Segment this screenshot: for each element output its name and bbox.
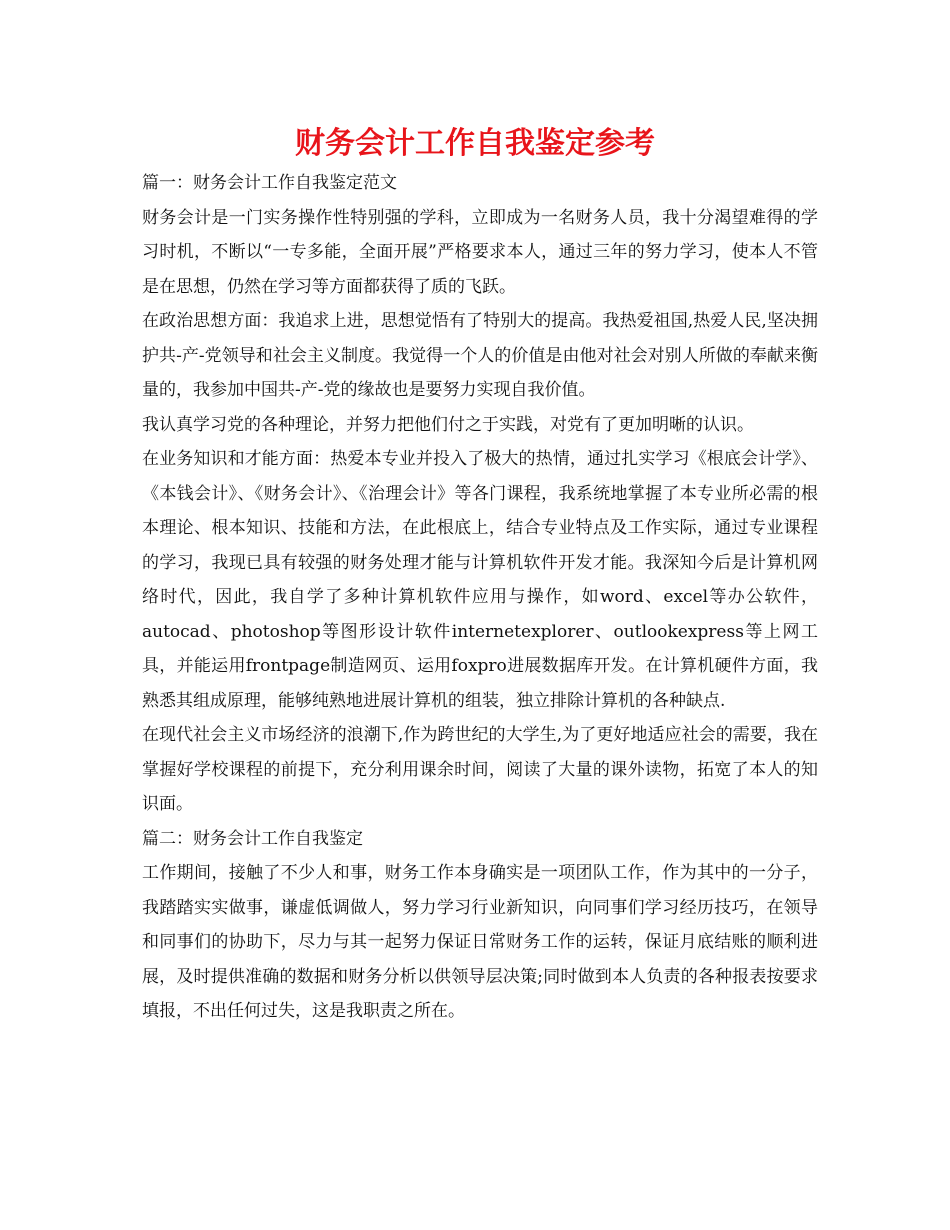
paragraph-political: 在政治思想方面：我追求上进，思想觉悟有了特别大的提高。我热爱祖国,热爱人民,坚决拥护共-产-党领导和社会主义制度。我觉得一个人的价值是由他对社会对别人所做的奉献来衡量的，我参加中国共-产-党的缘故也是要努力实现自我价值。 bbox=[142, 311, 818, 400]
document-body bbox=[142, 166, 818, 1029]
paragraph-intro: 财务会计是一门实务操作性特别强的学科，立即成为一名财务人员，我十分渴望难得的学习时机，不断以“一专多能，全面开展”严格要求本人，通过三年的努力学习，使本人不管是在思想，仍然在学习等方面都获得了质的飞跃。 bbox=[142, 207, 818, 297]
paragraph-party-theory: 我认真学习党的各种理论，并努力把他们付之于实践，对党有了更加明晰的认识。 bbox=[142, 414, 754, 435]
section-heading-2: 篇二：财务会计工作自我鉴定 bbox=[142, 828, 363, 849]
paragraph-professional-skills: 在业务知识和才能方面：热爱本专业并投入了极大的热情，通过扎实学习《根底会计学》、《本钱会计》、《财务会计》、《治理会计》等各门课程，我系统地掌握了本专业所必需的根本理论、根本知识、技能和方法，在此根底上，结合专业特点及工作实际，通过专业课程的学习，我现已具有较强的财务处理才能与计算机软件开发才能。我深知今后是计算机网络时代，因此，我自学了多种计算机软件应用与操作，如word、excel等办公软件，autocad、photoshop等图形设计软件internetexplorer、outlookexpress等上网工具，并能运用frontpage制造网页、运用foxpro进展数据库开发。在计算机硬件方面，我熟悉其组成原理，能够纯熟地进展计算机的组装，独立排除计算机的各种缺点. bbox=[142, 449, 818, 711]
paragraph-self-study: 在现代社会主义市场经济的浪潮下,作为跨世纪的大学生,为了更好地适应社会的需要，我在掌握好学校课程的前提下，充分利用课余时间，阅读了大量的课外读物，拓宽了本人的知识面。 bbox=[142, 725, 818, 814]
document-title: 财务会计工作自我鉴定参考 bbox=[295, 126, 655, 161]
section-heading-1: 篇一：财务会计工作自我鉴定范文 bbox=[142, 173, 397, 193]
paragraph-work-experience: 工作期间，接触了不少人和事，财务工作本身确实是一项团队工作，作为其中的一分子，我踏踏实实做事，谦虚低调做人，努力学习行业新知识，向同事们学习经历技巧，在领导和同事们的协助下，尽力与其一起努力保证日常财务工作的运转，保证月底结账的顺利进展，及时提供准确的数据和财务分析以供领导层决策;同时做到本人负责的各种报表按要求填报，不出任何过失，这是我职责之所在。 bbox=[142, 863, 818, 1021]
